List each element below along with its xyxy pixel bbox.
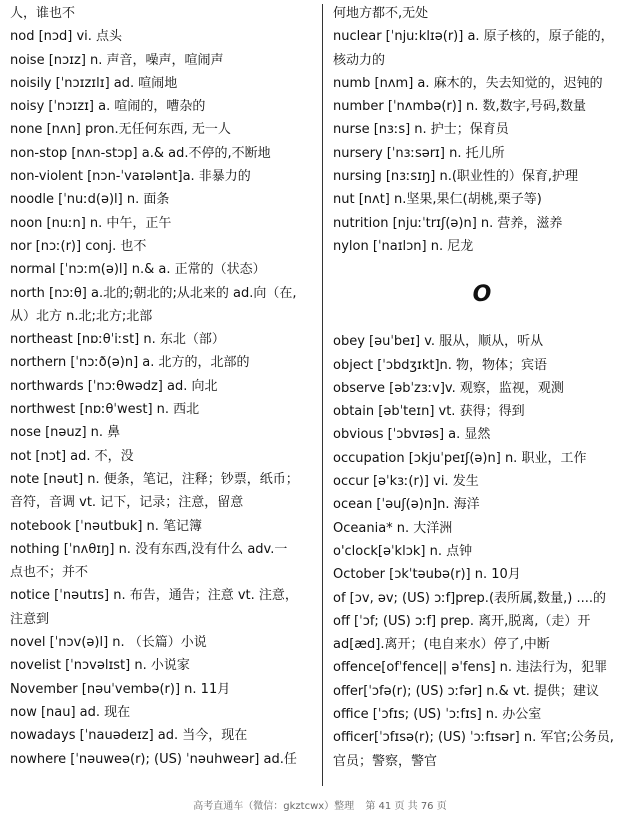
dictionary-line: nose [nəuz] n. 鼻 <box>10 425 121 441</box>
dictionary-line: north [nɔːθ] a.北的;朝北的;从北来的 ad.向（在, <box>10 285 297 301</box>
dictionary-line: nothing [ˈnʌθɪŋ] n. 没有东西,没有什么 adv.一 <box>10 541 288 557</box>
dictionary-line: nursery [ˈnɜːsərɪ] n. 托儿所 <box>333 145 505 161</box>
dictionary-line: non-stop [nʌn-stɔp] a.& ad.不停的,不断地 <box>10 145 271 161</box>
dictionary-line: 点也不；并不 <box>10 565 89 581</box>
dictionary-line: northern [ˈnɔːð(ə)n] a. 北方的，北部的 <box>10 355 250 371</box>
dictionary-line: nuclear [ˈnjuːklɪə(r)] a. 原子核的，原子能的， <box>333 29 614 45</box>
dictionary-line: observe [əbˈzɜːv]v. 观察，监视，观测 <box>333 380 564 396</box>
dictionary-line: normal [ˈnɔːm(ə)l] n.& a. 正常的（状态） <box>10 262 266 278</box>
dictionary-line: occupation [ɔkjuˈpeɪʃ(ə)n] n. 职业，工作 <box>333 450 587 466</box>
dictionary-line: now [nau] ad. 现在 <box>10 704 131 720</box>
dictionary-line: nutrition [njuːˈtrɪʃ(ə)n] n. 营养，滋养 <box>333 215 563 231</box>
dictionary-line: nut [nʌt] n.坚果,果仁(胡桃,栗子等) <box>333 192 542 208</box>
dictionary-line: offence[ofˈfence|| əˈfens] n. 违法行为，犯罪 <box>333 660 608 676</box>
dictionary-line: occur [əˈkɜː(r)] vi. 发生 <box>333 474 479 490</box>
dictionary-line: nod [nɔd] vi. 点头 <box>10 29 123 45</box>
dictionary-line: obey [əuˈbeɪ] v. 服从，顺从，听从 <box>333 334 544 350</box>
dictionary-line: October [ɔkˈtəubə(r)] n. 10月 <box>333 567 521 583</box>
dictionary-line: none [nʌn] pron.无任何东西, 无一人 <box>10 122 231 138</box>
dictionary-line: note [nəut] n. 便条，笔记，注释；钞票，纸币； <box>10 471 299 487</box>
dictionary-line: 人，谁也不 <box>10 6 76 21</box>
right-column <box>333 2 631 773</box>
dictionary-line: 音符，音调 vt. 记下，记录；注意，留意 <box>10 495 244 511</box>
dictionary-line: noisily [ˈnɔɪzɪlɪ] ad. 喧闹地 <box>10 75 178 91</box>
dictionary-line: northwards [ˈnɔːθwədz] ad. 向北 <box>10 378 218 394</box>
dictionary-line: not [nɔt] ad. 不，没 <box>10 448 134 464</box>
right-column-top-entries <box>333 2 631 258</box>
dictionary-line: November [nəuˈvembə(r)] n. 11月 <box>10 681 231 697</box>
dictionary-line: northeast [nɒːθˈiːst] n. 东北（部） <box>10 332 225 348</box>
dictionary-line: northwest [nɒːθˈwest] n. 西北 <box>10 402 200 418</box>
left-column <box>10 2 316 771</box>
dictionary-line: of [ɔv, əv; (US) ɔːf]prep.(表所属,数量,) ....的 <box>333 590 607 606</box>
dictionary-line: numb [nʌm] a. 麻木的，失去知觉的，迟钝的 <box>333 75 603 91</box>
dictionary-line: novelist [ˈnɔvəlɪst] n. 小说家 <box>10 658 190 674</box>
right-column-bottom-entries <box>333 330 631 773</box>
footer-page-number: 第 41 页 共 76 页 <box>365 801 447 812</box>
dictionary-line: nursing [nɜːsɪŋ] n.(职业性的）保育,护理 <box>333 169 579 185</box>
page-footer <box>0 797 640 812</box>
dictionary-line: nowadays [ˈnauədeɪz] ad. 当今，现在 <box>10 728 248 744</box>
dictionary-line: 何地方都不,无处 <box>333 6 429 21</box>
dictionary-line: noise [nɔɪz] n. 声音，噪声，喧闹声 <box>10 52 224 68</box>
dictionary-line: object [ˈɔbdʒɪkt]n. 物，物体；宾语 <box>333 357 548 373</box>
dictionary-line: noon [nuːn] n. 中午，正午 <box>10 215 172 231</box>
dictionary-line: ad[æd].离开；(电自来水）停了,中断 <box>333 637 550 653</box>
footer-source: 高考直通车（微信：gkztcwx）整理 <box>193 801 355 812</box>
dictionary-line: o'clock[əˈklɔk] n. 点钟 <box>333 543 473 559</box>
dictionary-line: 核动力的 <box>333 52 386 68</box>
dictionary-line: 官员；警察，警官 <box>333 753 438 769</box>
dictionary-line: obtain [əbˈteɪn] vt. 获得；得到 <box>333 404 525 420</box>
dictionary-line: officer[ˈɔfɪsə(r); (US) ˈɔːfɪsər] n. 军官;公务员, <box>333 730 614 746</box>
column-divider <box>322 4 323 786</box>
dictionary-line: nowhere [ˈnəuweə(r); (US) ˈnəuhweər] ad.任 <box>10 751 297 767</box>
dictionary-line: noodle [ˈnuːd(ə)l] n. 面条 <box>10 192 170 208</box>
dictionary-line: ocean [ˈəuʃ(ə)n]n. 海洋 <box>333 497 480 513</box>
dictionary-line: notice [ˈnəutɪs] n. 布告，通告；注意 vt. 注意， <box>10 588 298 604</box>
dictionary-line: office [ˈɔfɪs; (US) ˈɔːfɪs] n. 办公室 <box>333 707 542 723</box>
section-letter: O <box>472 281 492 307</box>
dictionary-line: off [ˈɔf; (US) ɔːf] prep. 离开,脱离,（走）开 <box>333 613 591 629</box>
dictionary-line: nurse [nɜːs] n. 护士；保育员 <box>333 122 509 138</box>
dictionary-line: Oceania* n. 大洋洲 <box>333 520 453 536</box>
dictionary-line: novel [ˈnɔv(ə)l] n. （长篇）小说 <box>10 635 207 651</box>
dictionary-line: 注意到 <box>10 611 50 627</box>
dictionary-line: obvious [ˈɔbvɪəs] a. 显然 <box>333 427 491 443</box>
dictionary-line: notebook [ˈnəutbuk] n. 笔记簿 <box>10 518 203 534</box>
dictionary-line: 从）北方 n.北;北方;北部 <box>10 308 153 324</box>
dictionary-line: nylon [ˈnaɪlɔn] n. 尼龙 <box>333 238 474 254</box>
dictionary-line: offer[ˈɔfə(r); (US) ɔːfər] n.& vt. 提供；建议 <box>333 683 599 699</box>
dictionary-line: non-violent [nɔn-ˈvaɪələnt]a. 非暴力的 <box>10 169 251 185</box>
dictionary-line: number [ˈnʌmbə(r)] n. 数,数字,号码,数量 <box>333 99 586 115</box>
dictionary-line: nor [nɔː(r)] conj. 也不 <box>10 238 147 254</box>
dictionary-line: noisy [ˈnɔɪzɪ] a. 喧闹的，嘈杂的 <box>10 99 206 115</box>
